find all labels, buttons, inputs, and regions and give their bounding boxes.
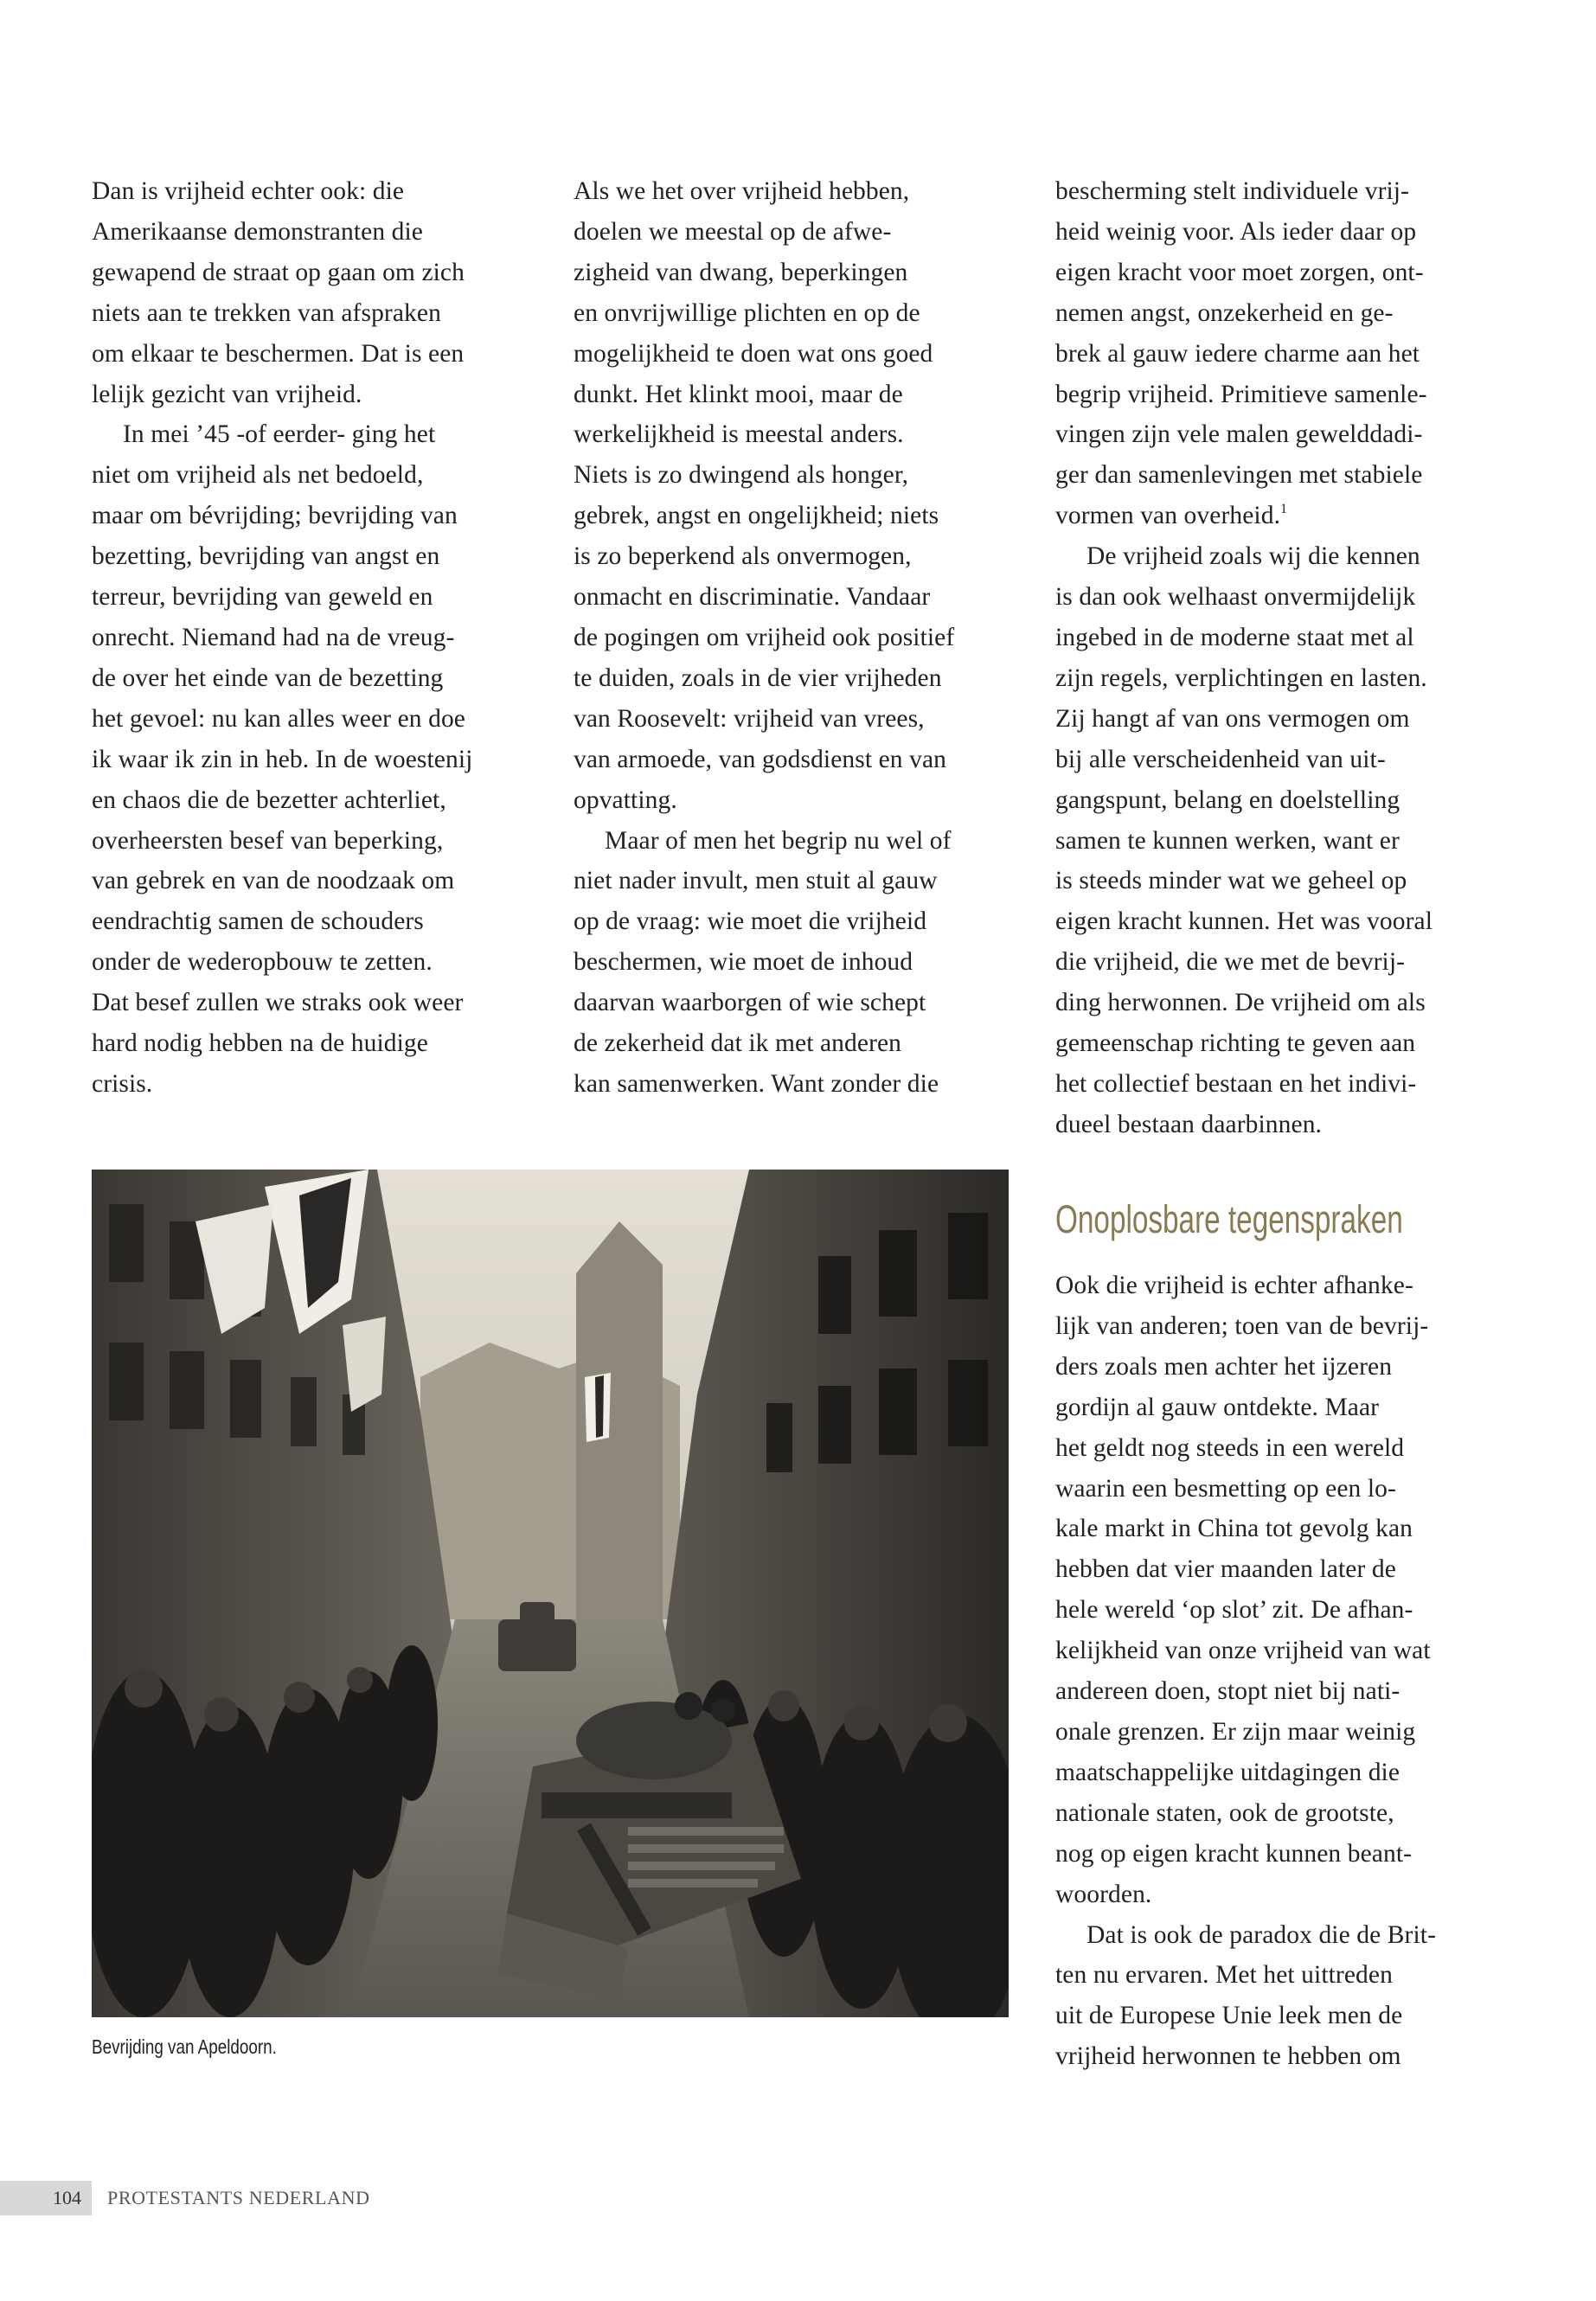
liberation-photo (92, 1170, 1009, 2017)
text-line: begrip vrijheid. Primitieve samenle- (1055, 380, 1427, 408)
section-heading: Onoplosbare tegenspraken (1055, 1197, 1403, 1241)
text-line: De vrijheid zoals wij die kennen (1086, 542, 1420, 571)
text-line: gemeenschap richting te geven aan (1055, 1029, 1416, 1058)
text-line: bij alle verscheidenheid van uit- (1055, 745, 1386, 773)
text-line: Zij hangt af van ons vermogen om (1055, 704, 1410, 733)
text-line: onale grenzen. Er zijn maar weinig (1055, 1717, 1416, 1746)
text-line: nationale staten, ook de grootste, (1055, 1798, 1394, 1827)
text-line: bescherming stelt individuele vrij- (1055, 177, 1410, 205)
text-line: niet om vrijheid als net bedoeld, (92, 461, 424, 490)
text-line: de zekerheid dat ik met anderen (574, 1029, 902, 1058)
text-line: niets aan te trekken van afspraken (92, 298, 441, 327)
text-line: mogelijkheid te doen wat ons goed (574, 339, 933, 368)
text-line: om elkaar te beschermen. Dat is een (92, 339, 465, 368)
text-column-middle (574, 171, 1023, 1105)
text-line: maatschappelijke uitdagingen die (1055, 1758, 1401, 1786)
text-line: ik waar ik zin in heb. In de woestenij (92, 745, 473, 773)
text-line: is zo beperkend als onvermogen, (574, 542, 912, 571)
text-line: ger dan samenlevingen met stabiele (1055, 461, 1423, 490)
text-line: van Roosevelt: vrijheid van vrees, (574, 704, 925, 733)
text-line: kan samenwerken. Want zonder die (574, 1069, 939, 1098)
text-line: kelijkheid van onze vrijheid van wat (1055, 1637, 1431, 1665)
text-line: gebrek, angst en ongelijkheid; niets (574, 502, 939, 530)
text-line: Amerikaanse demonstranten die (92, 217, 423, 246)
text-line: beschermen, wie moet de inhoud (574, 948, 913, 977)
text-line: daarvan waarborgen of wie schept (574, 989, 926, 1017)
text-column-right-top (1055, 171, 1514, 1145)
text-line: het collectief bestaan en het indivi- (1055, 1069, 1417, 1098)
text-line: ders zoals men achter het ijzeren (1055, 1352, 1393, 1381)
publication-name: PROTESTANTS NEDERLAND (107, 2187, 370, 2208)
page-number: 104 (53, 2187, 81, 2208)
text-line: nog op eigen kracht kunnen beant- (1055, 1839, 1413, 1868)
text-line: uit de Europese Unie leek men de (1055, 2002, 1403, 2030)
text-line: ten nu ervaren. Met het uittreden (1055, 1961, 1393, 1990)
text-line: vingen zijn vele malen gewelddadi- (1055, 420, 1423, 449)
text-line: onrecht. Niemand had na de vreug- (92, 623, 455, 651)
text-line: lijk van anderen; toen van de bevrij- (1055, 1311, 1429, 1340)
text-line: doelen we meestal op de afwe- (574, 217, 892, 246)
text-line: heid weinig voor. Als ieder daar op (1055, 217, 1417, 246)
text-line: op de vraag: wie moet die vrijheid (574, 907, 927, 936)
text-line: hard nodig hebben na de huidige (92, 1029, 428, 1058)
text-line: Niets is zo dwingend als honger, (574, 461, 909, 490)
text-line: Als we het over vrijheid hebben, (574, 177, 910, 205)
text-line: maar om bévrijding; bevrijding van (92, 502, 458, 530)
text-line: dueel bestaan daarbinnen. (1055, 1110, 1323, 1138)
text-line: onmacht en discriminatie. Vandaar (574, 583, 931, 612)
text-line: woorden. (1055, 1880, 1152, 1908)
text-line: opvatting. (574, 785, 677, 814)
text-line: bezetting, bevrijding van angst en (92, 542, 440, 571)
text-line: andereen doen, stopt niet bij nati- (1055, 1677, 1401, 1706)
text-line: is dan ook welhaast onvermijdelijk (1055, 583, 1416, 612)
text-line: niet nader invult, men stuit al gauw (574, 867, 938, 895)
text-line: zijn regels, verplichtingen en lasten. (1055, 663, 1427, 692)
text-line-content: vormen van overheid. (1055, 502, 1281, 530)
text-column-right-bottom (1055, 1266, 1514, 2077)
text-line: lelijk gezicht van vrijheid. (92, 380, 362, 408)
text-line: de over het einde van de bezetting (92, 663, 444, 692)
text-line: het gevoel: nu kan alles weer en doe (92, 704, 465, 733)
text-line: het geldt nog steeds in een wereld (1055, 1433, 1405, 1462)
text-line: en onvrijwillige plichten en op de (574, 298, 920, 327)
text-line: van armoede, van godsdienst en van (574, 745, 947, 773)
text-line: Dat besef zullen we straks ook weer (92, 989, 464, 1017)
text-line: eendrachtig samen de schouders (92, 907, 424, 936)
text-line: In mei ’45 -of eerder- ging het (123, 420, 436, 449)
text-line: onder de wederopbouw te zetten. (92, 948, 433, 977)
text-line (1055, 496, 1514, 536)
text-line: gordijn al gauw ontdekte. Maar (1055, 1393, 1380, 1421)
text-line: werkelijkheid is meestal anders. (574, 420, 904, 449)
text-line: die vrijheid, die we met de bevrij- (1055, 948, 1406, 977)
text-line: hele wereld ‘op slot’ zit. De afhan- (1055, 1596, 1413, 1625)
text-line: vrijheid herwonnen te hebben om (1055, 2042, 1401, 2071)
text-line: Ook die vrijheid is echter afhanke- (1055, 1272, 1413, 1299)
text-line: ingebed in de moderne staat met al (1055, 623, 1414, 651)
footnote-marker[interactable]: 1 (1280, 502, 1288, 517)
text-line: brek al gauw iedere charme aan het (1055, 339, 1420, 368)
text-line: waarin een besmetting op een lo- (1055, 1474, 1396, 1503)
text-column-left (92, 171, 533, 1105)
text-line: kale markt in China tot gevolg kan (1055, 1515, 1413, 1543)
text-line: hebben dat vier maanden later de (1055, 1555, 1396, 1584)
text-line: is steeds minder wat we geheel op (1055, 867, 1407, 895)
photo-caption: Bevrijding van Apeldoorn. (92, 2035, 277, 2058)
text-line: Maar of men het begrip nu wel of (605, 826, 952, 855)
text-line: eigen kracht kunnen. Het was vooral (1055, 907, 1433, 936)
text-line: gewapend de straat op gaan om zich (92, 258, 465, 286)
text-line: zigheid van dwang, beperkingen (574, 258, 908, 286)
text-line: crisis. (92, 1069, 153, 1098)
text-line: Dat is ook de paradox die de Brit- (1086, 1920, 1436, 1949)
text-line: gangspunt, belang en doelstelling (1055, 785, 1401, 814)
text-line: de pogingen om vrijheid ook positief (574, 623, 955, 651)
text-line: en chaos die de bezetter achterliet, (92, 785, 446, 814)
text-line: samen te kunnen werken, want er (1055, 826, 1400, 855)
text-line: dunkt. Het klinkt mooi, maar de (574, 380, 903, 408)
text-line: van gebrek en van de noodzaak om (92, 867, 455, 895)
text-line: te duiden, zoals in de vier vrijheden (574, 663, 942, 692)
text-line: overheersten besef van beperking, (92, 826, 444, 855)
text-line: terreur, bevrijding van geweld en (92, 583, 433, 612)
text-line: Dan is vrijheid echter ook: die (92, 177, 405, 205)
text-line: eigen kracht voor moet zorgen, ont- (1055, 258, 1424, 286)
text-line: ding herwonnen. De vrijheid om als (1055, 989, 1426, 1017)
text-line: nemen angst, onzekerheid en ge- (1055, 298, 1394, 327)
